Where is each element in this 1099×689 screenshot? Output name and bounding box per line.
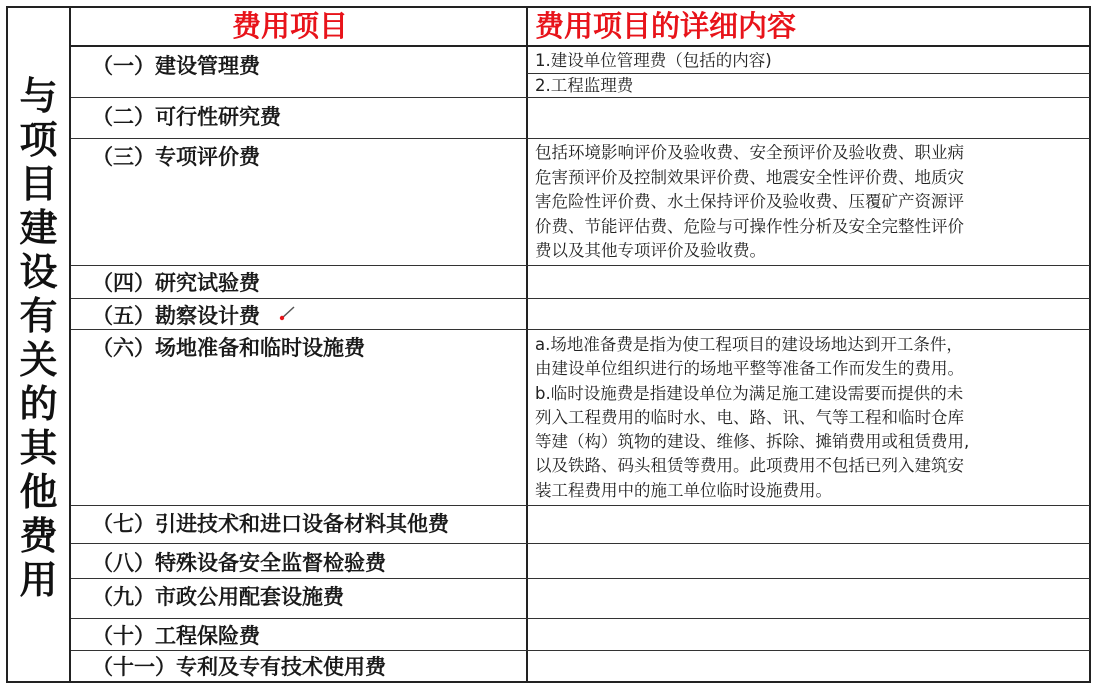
pen-cursor-icon — [279, 305, 297, 321]
row-divider — [71, 265, 1090, 266]
row-divider — [71, 329, 1090, 330]
item-special-evaluation-fee: （三）专项评价费 — [92, 145, 260, 169]
side-title-char: 其 — [19, 425, 58, 470]
item-patent-technology-fee: （十一）专利及专有技术使用费 — [92, 655, 386, 679]
row-divider — [71, 298, 1090, 299]
detail-line: a.场地准备费是指为使工程项目的建设场地达到开工条件， — [535, 335, 963, 354]
side-title-char: 关 — [19, 337, 58, 382]
header-cost-detail: 费用项目的详细内容 — [535, 9, 797, 43]
side-title-char: 用 — [19, 557, 58, 602]
detail-line: 由建设单位组织进行的场地平整等准备工作而发生的费用。 — [535, 359, 964, 379]
detail-line: 1.建设单位管理费（包括的内容) — [535, 51, 772, 70]
header-cost-item: 费用项目 — [232, 9, 349, 43]
side-title-char: 项 — [19, 117, 58, 162]
detail-special-evaluation — [535, 141, 1083, 264]
side-title-cell — [8, 8, 71, 681]
item-feasibility-study-fee: （二）可行性研究费 — [92, 105, 281, 129]
item-municipal-facilities-fee: （九）市政公用配套设施费 — [92, 585, 344, 609]
detail-site-preparation — [535, 333, 1083, 503]
detail-line: 价费、节能评估费、危险与可操作性分析及安全完整性评价 — [535, 216, 964, 236]
row-divider — [71, 578, 1090, 579]
detail-line: 害危险性评价费、水土保持评价及验收费、压覆矿产资源评 — [535, 192, 964, 211]
side-title-char: 与 — [19, 73, 58, 118]
detail-line: 2.工程监理费 — [535, 76, 634, 95]
item-special-equipment-inspection-fee: （八）特殊设备安全监督检验费 — [92, 551, 386, 575]
detail-line: 包括环境影响评价及验收费、安全预评价及验收费、职业病 — [535, 143, 964, 162]
detail-line: 危害预评价及控制效果评价费、地震安全性评价费、地质灾 — [535, 167, 964, 187]
side-title-char: 建 — [19, 205, 58, 250]
column-divider — [526, 8, 528, 681]
side-title-char: 的 — [19, 381, 58, 426]
row-divider — [71, 45, 1090, 47]
item-research-test-fee: （四）研究试验费 — [92, 271, 260, 295]
row-divider — [71, 138, 1090, 139]
item-imported-tech-fee: （七）引进技术和进口设备材料其他费 — [92, 512, 449, 536]
detail-management — [535, 49, 1083, 73]
detail-line: 等建（构）筑物的建设、维修、拆除、摊销费用或租赁费用, — [535, 432, 970, 452]
side-title — [19, 74, 57, 602]
detail-line: 列入工程费用的临时水、电、路、讯、气等工程和临时仓库 — [535, 407, 964, 427]
side-title-char: 费 — [19, 513, 58, 558]
item-site-preparation-fee: （六）场地准备和临时设施费 — [92, 336, 365, 360]
row-divider — [71, 505, 1090, 506]
item-engineering-insurance-fee: （十）工程保险费 — [92, 624, 260, 648]
detail-line: 费以及其他专项评价及验收费。 — [535, 241, 766, 260]
item-survey-design-fee: （五）勘察设计费 — [92, 304, 260, 328]
row-divider — [71, 543, 1090, 544]
side-title-char: 设 — [19, 249, 58, 294]
detail-line: b.临时设施费是指建设单位为满足施工建设需要而提供的未 — [535, 383, 964, 403]
detail-line: 以及铁路、码头租赁等费用。此项费用不包括已列入建筑安 — [535, 456, 964, 476]
detail-line: 装工程费用中的施工单位临时设施费用。 — [535, 480, 832, 500]
side-title-char: 他 — [19, 469, 58, 514]
item-management-fee: （一）建设管理费 — [92, 54, 260, 78]
detail-supervision — [535, 74, 1083, 98]
side-title-char: 目 — [19, 161, 58, 206]
side-title-char: 有 — [19, 293, 58, 338]
row-divider — [71, 650, 1090, 651]
row-divider — [71, 618, 1090, 619]
